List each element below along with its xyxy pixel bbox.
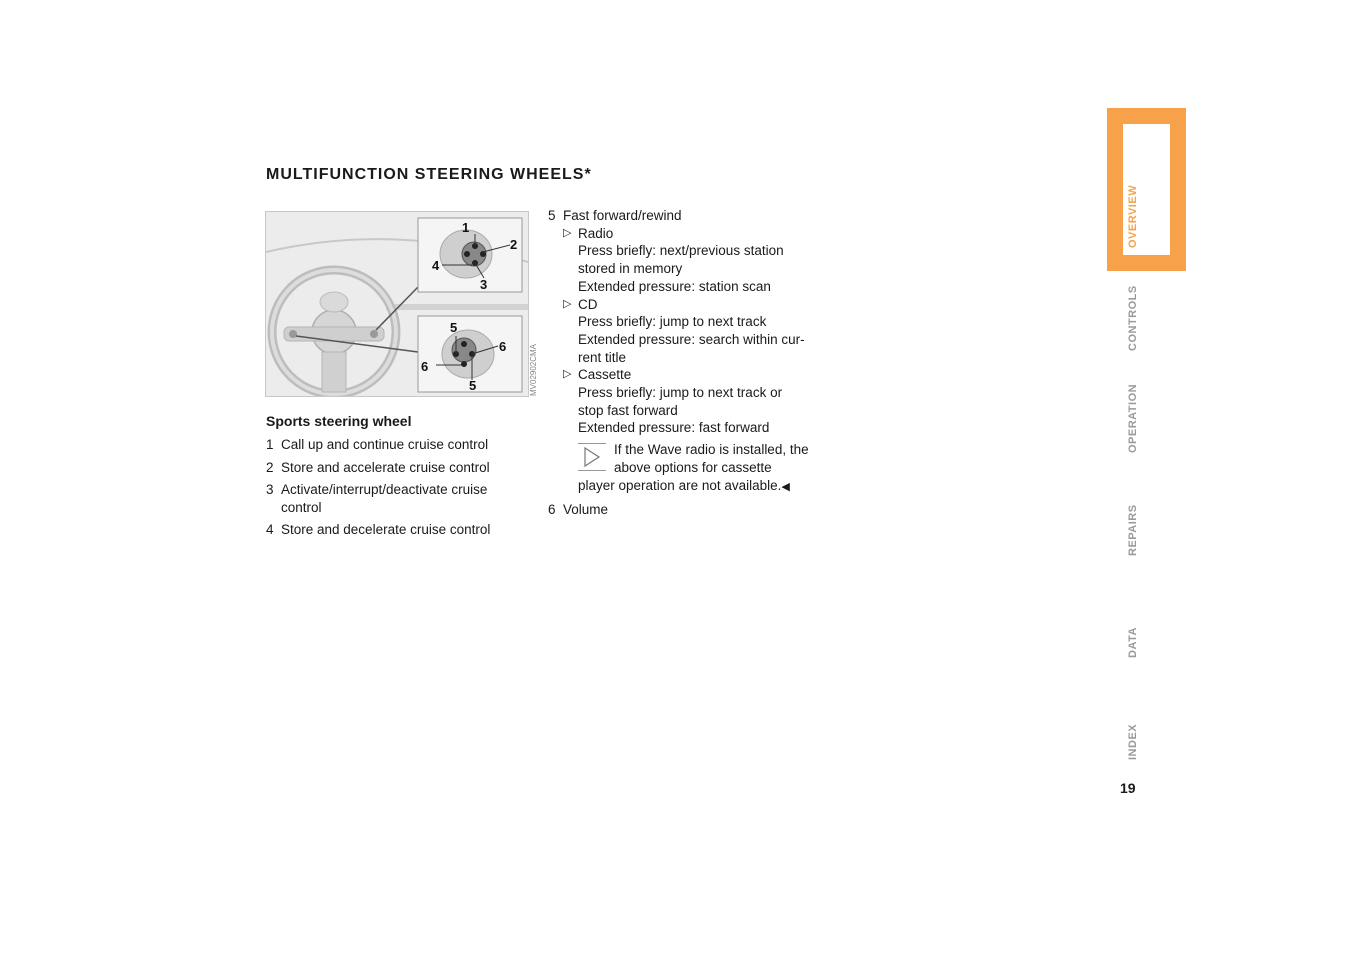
item-text: Store and decelerate cruise control (281, 522, 491, 537)
item-number: 1 (266, 437, 274, 452)
tab-data[interactable]: DATA (1127, 627, 1139, 658)
callout-1: 1 (462, 220, 470, 235)
sub-item-label: CD (578, 296, 598, 312)
note-text: player operation are not available. (578, 477, 782, 493)
tab-overview[interactable]: OVERVIEW (1127, 184, 1139, 248)
item-number: 5 (548, 208, 556, 223)
list-item (266, 459, 526, 477)
text-line: Extended pressure: fast forward (578, 420, 770, 436)
text-line: stop fast forward (578, 402, 678, 418)
sub-item-cassette (548, 366, 828, 384)
note-block (548, 441, 828, 496)
tab-operation[interactable]: OPERATION (1127, 383, 1139, 453)
tab-index[interactable]: INDEX (1127, 723, 1139, 760)
callout-5-top: 5 (450, 320, 458, 335)
sub-item-radio (548, 225, 828, 243)
triangle-bullet-icon: ▷ (563, 297, 572, 310)
steering-wheel-figure (265, 211, 529, 397)
callout-2: 2 (510, 237, 518, 252)
text-line: Press briefly: jump to next track (578, 314, 767, 330)
item-number: 4 (266, 522, 274, 537)
text-line: Press briefly: jump to next track or (578, 385, 783, 401)
item-number: 2 (266, 459, 274, 475)
active-tab-panel (1107, 108, 1186, 271)
callout-6-left: 6 (421, 359, 429, 374)
text-line: Extended pressure: station scan (578, 278, 771, 294)
page-number: 19 (1120, 780, 1136, 796)
text-line: Extended pressure: search within cur- (578, 331, 805, 347)
triangle-bullet-icon: ▷ (563, 226, 572, 239)
tab-repairs[interactable]: REPAIRS (1127, 504, 1139, 556)
note-text-end (578, 477, 828, 497)
item-text: Fast forward/rewind (563, 208, 682, 223)
right-column (548, 207, 828, 519)
figure-code: MV02902CMA (529, 343, 538, 396)
section-subheading: Sports steering wheel (266, 413, 412, 429)
sub-item-label: Radio (578, 225, 614, 241)
note-text: above options for cassette (614, 459, 772, 475)
page-title: MULTIFUNCTION STEERING WHEELS* (266, 166, 592, 183)
item-number: 6 (548, 502, 556, 518)
list-item (266, 436, 526, 454)
list-item (548, 501, 828, 519)
list-item (266, 521, 526, 539)
steering-wheel-illustration (266, 212, 528, 396)
text-line: stored in memory (578, 261, 683, 277)
list-item (548, 207, 828, 225)
callout-4: 4 (432, 258, 440, 273)
tab-controls[interactable]: CONTROLS (1127, 285, 1139, 351)
triangle-bullet-icon: ▷ (563, 368, 572, 381)
sub-item-cd (548, 296, 828, 314)
note-icon (578, 443, 606, 471)
note-text: If the Wave radio is installed, the (614, 442, 809, 458)
callout-5-bottom: 5 (469, 378, 477, 393)
item-text: Call up and continue cruise control (281, 437, 489, 452)
list-item (266, 481, 526, 516)
text-line: rent title (578, 349, 627, 365)
item-text: Store and accelerate cruise control (281, 459, 490, 475)
callout-6-right: 6 (499, 339, 507, 354)
callout-3: 3 (480, 277, 488, 292)
left-list (266, 436, 526, 544)
sub-item-label: Cassette (578, 367, 632, 383)
end-mark-icon: ◀ (781, 480, 790, 493)
item-text: Activate/interrupt/deactivate cruise control (281, 482, 488, 515)
item-text: Volume (563, 502, 609, 518)
item-number: 3 (266, 482, 274, 497)
text-line: Press briefly: next/previous station (578, 243, 784, 259)
